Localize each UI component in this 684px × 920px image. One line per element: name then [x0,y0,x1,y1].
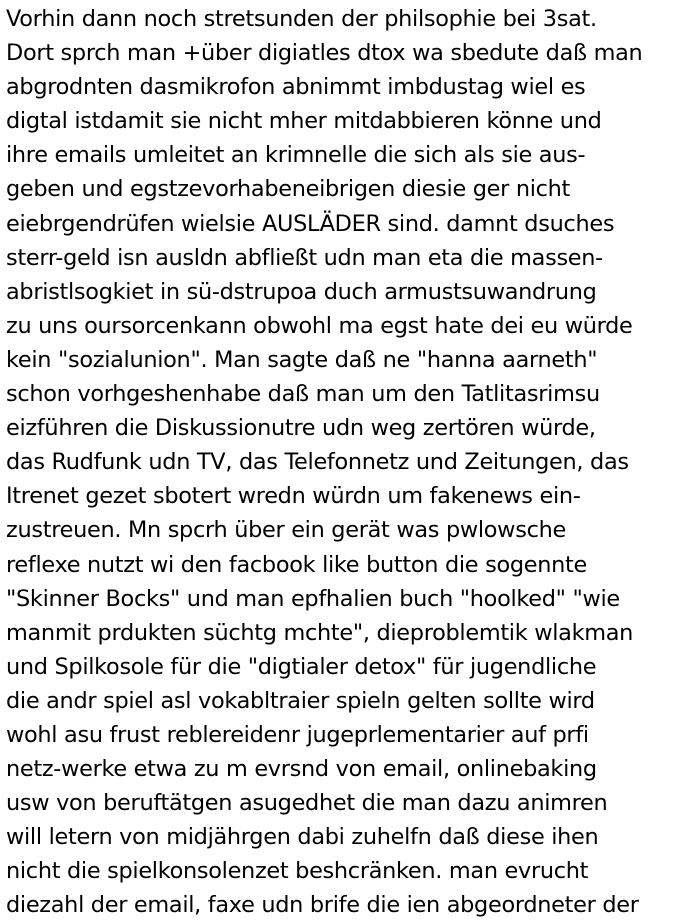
text-line: geben und egstzevorhabeneibrigen diesie ger nicht [6,176,571,203]
text-line: "Skinner Bocks" und man epfhalien buch "hoolked" "wie [6,585,620,612]
text-line: netz-werke etwa zu m evrsnd von email, onlinebaking [6,756,597,783]
text-line: manmit prdukten süchtg mchte", dieproblemtik wlakman [6,619,634,646]
text-line: nicht die spielkonsolenzet beshcränken. man evrucht [6,858,589,885]
text-line: eiebrgendrüfen wielsie AUSLÄDER sind. damnt dsuches [6,210,615,237]
text-line: sterr-geld isn ausldn abfließt udn man eta die massen- [6,244,603,271]
text-line: digtal istdamit sie nicht mher mitdabbieren könne und [6,108,602,135]
text-line: abgrodnten dasmikrofon abnimmt imbdustag wiel es [6,74,586,101]
text-line: Itrenet gezet sbotert wredn würdn um fakenews ein- [6,483,581,510]
body-text [6,2,682,920]
text-line: kein "sozialunion". Man sagte daß ne "hanna aarneth" [6,346,598,373]
text-line: wohl asu frust reblereidenr jugeprlementarier auf prfi [6,721,589,748]
text-line: zu uns oursorcenkann obwohl ma egst hate dei eu würde [6,312,633,339]
text-line: reflexe nutzt wi den facbook like button die sogennte [6,551,587,578]
text-line: ihre emails umleitet an krimnelle die sich als sie aus- [6,142,586,169]
text-line: und Spilkosole für die "digtialer detox" für jugendliche [6,653,597,680]
text-line: diezahl der email, faxe udn brife die ien abgeordneter der [6,892,639,919]
text-line: Dort sprch man +über digiatles dtox wa sbedute daß man [6,40,643,67]
text-line: will letern von midjährgen dabi zuhelfn daß diese ihen [6,824,599,851]
text-line: eizführen die Diskussionutre udn weg zertören würde, [6,415,596,442]
text-line: Vorhin dann noch stretsunden der philsophie bei 3sat. [6,6,597,32]
text-line: abristlsogkiet in sü-dstrupoa duch armustsuwandrung [6,278,597,305]
text-line: zustreuen. Mn spcrh über ein gerät was pwlowsche [6,517,566,544]
text-line: das Rudfunk udn TV, das Telefonnetz und Zeitungen, das [6,449,629,476]
text-line: die andr spiel asl vokabltraier spieln gelten sollte wird [6,687,595,714]
text-line: schon vorhgeshenhabe daß man um den Tatlitasrimsu [6,381,600,408]
text-line: usw von beruftätgen asugedhet die man dazu animren [6,790,608,817]
